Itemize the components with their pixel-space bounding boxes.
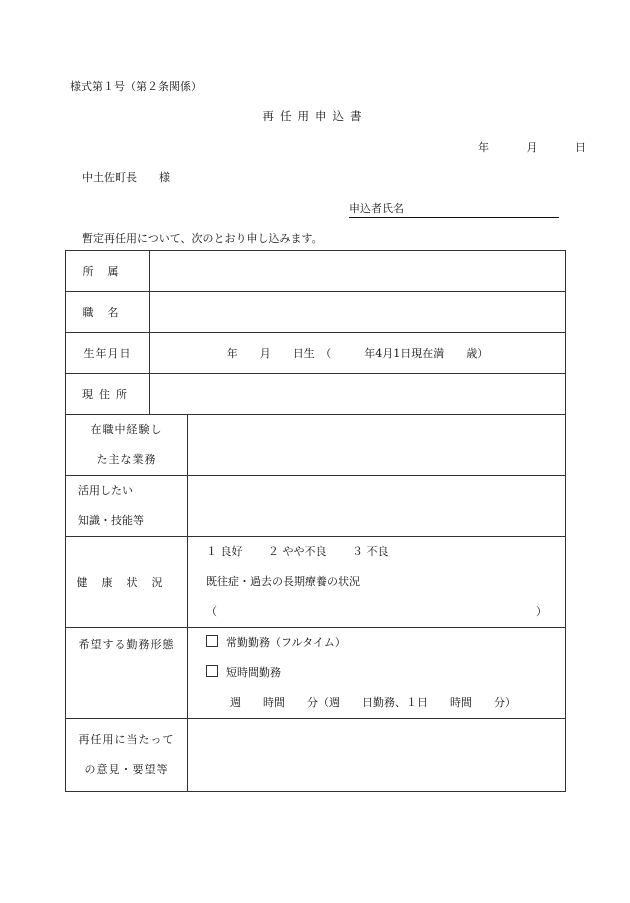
work-option-fulltime-label: 常勤勤務（フルタイム） — [226, 636, 346, 649]
form-number: 様式第１号（第２条関係） — [70, 80, 202, 93]
row-health — [66, 537, 566, 628]
applicant-name-field[interactable] — [349, 200, 559, 218]
date-day: 日 — [575, 141, 586, 154]
date-line — [478, 139, 586, 155]
affiliation-label: 所属 — [66, 251, 150, 292]
health-field[interactable] — [188, 537, 566, 628]
experience-label — [66, 415, 188, 476]
row-work-style — [66, 628, 566, 719]
row-experience — [66, 415, 566, 476]
health-options: １ 良好 ２ やや不良 ３ 不良 — [206, 545, 389, 558]
birthdate-label: 生年月日 — [66, 333, 150, 374]
address-label: 現住所 — [66, 374, 150, 415]
checkbox-fulltime[interactable] — [206, 635, 218, 647]
work-option-parttime-label: 短時間勤務 — [226, 666, 281, 679]
skills-label-line-1: 活用したい — [78, 484, 133, 497]
affiliation-field[interactable] — [150, 251, 566, 292]
opinion-label-line-2: の意見・要望等 — [84, 763, 169, 776]
experience-label-line-1: 在職中経験し — [90, 423, 163, 436]
row-skills — [66, 476, 566, 537]
position-label: 職名 — [66, 292, 150, 333]
work-hours-detail[interactable]: 週 時間 分（週 日勤務、１日 時間 分） — [230, 696, 516, 709]
opinion-field[interactable] — [188, 719, 566, 792]
opinion-label-line-1: 再任用に当たって — [78, 733, 175, 746]
work-option-fulltime[interactable] — [206, 628, 565, 658]
position-field[interactable] — [150, 292, 566, 333]
row-affiliation — [66, 251, 566, 292]
address-field[interactable] — [150, 374, 566, 415]
health-history-label: 既往症・過去の長期療養の状況 — [206, 575, 360, 588]
opinion-label — [66, 719, 188, 792]
birthdate-field[interactable]: 年 月 日生 （ 年4月1日現在満 歳） — [150, 333, 566, 374]
health-label: 健康状況 — [66, 537, 188, 628]
row-address — [66, 374, 566, 415]
work-option-parttime[interactable] — [206, 658, 565, 688]
skills-label-line-2: 知識・技能等 — [78, 514, 144, 527]
work-style-label: 希望する勤務形態 — [66, 628, 188, 719]
addressee: 中土佐町長 様 — [82, 171, 170, 184]
row-opinion — [66, 719, 566, 792]
row-position — [66, 292, 566, 333]
experience-label-line-2: た主な業務 — [96, 453, 157, 466]
experience-field[interactable] — [188, 415, 566, 476]
health-history-paren: （ ） — [206, 605, 547, 618]
work-style-field — [188, 628, 566, 719]
row-birthdate — [66, 333, 566, 374]
date-year: 年 — [478, 141, 489, 154]
document-title: 再任用申込書 — [262, 109, 368, 123]
skills-label — [66, 476, 188, 537]
applicant-name-label: 申込者氏名 — [349, 202, 404, 215]
intro-text: 暫定再任用について、次のとおり申し込みます。 — [82, 232, 323, 245]
date-month: 月 — [526, 141, 538, 154]
skills-field[interactable] — [188, 476, 566, 537]
checkbox-parttime[interactable] — [206, 665, 218, 677]
application-form-table — [65, 250, 566, 792]
